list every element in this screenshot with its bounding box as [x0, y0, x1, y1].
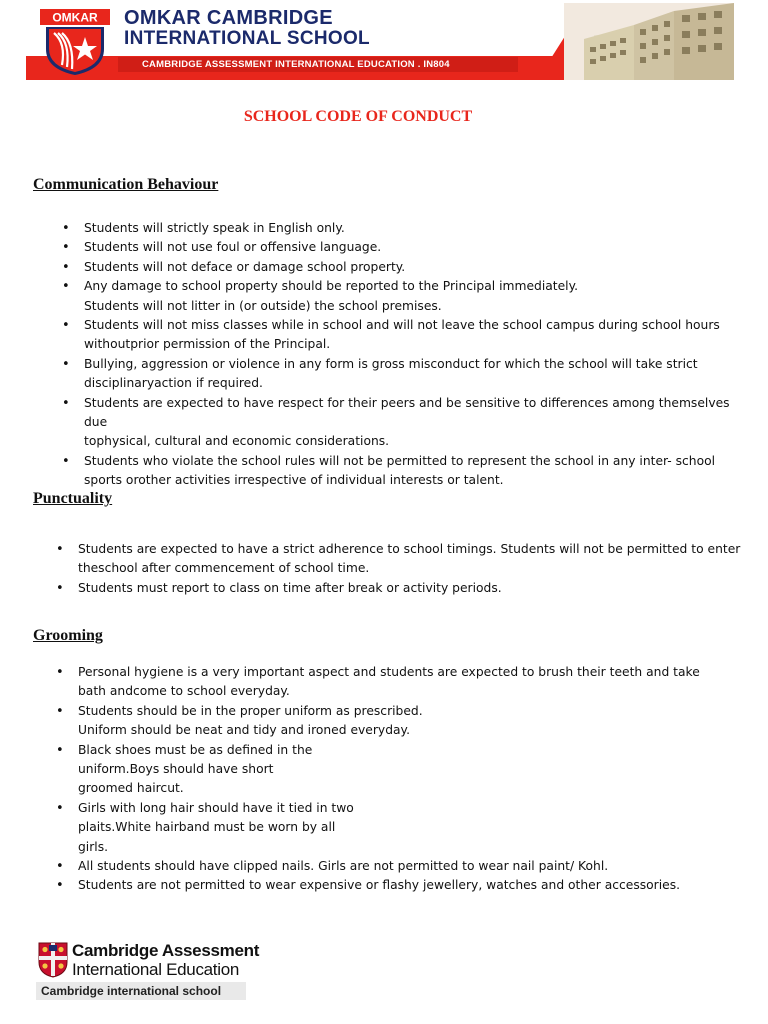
list-item: • Students who violate the school rules will not be permitted to represent the school in any inter- school sports orother activities irrespective of individual interests or talent.: [84, 452, 754, 491]
list-item: • Students are not permitted to wear expensive or flashy jewellery, watches and other accessories.: [78, 876, 754, 895]
list-item: • Students must report to class on time after break or activity periods.: [78, 579, 754, 598]
grooming-rules-list: [78, 663, 754, 896]
document-title: SCHOOL CODE OF CONDUCT: [243, 108, 473, 125]
section-heading-communication: Communication Behaviour: [33, 176, 219, 193]
list-item: • Girls with long hair should have it tied in two plaits.White hairband must be worn by all girls.: [78, 799, 754, 857]
list-item: • Students will strictly speak in English only.: [84, 219, 754, 238]
cambridge-footer-logo: [36, 940, 260, 1002]
affiliation-text: CAMBRIDGE ASSESSMENT INTERNATIONAL EDUCATION . IN804: [142, 59, 450, 70]
communication-rules-list: [84, 219, 754, 491]
list-item: • All students should have clipped nails. Girls are not permitted to wear nail paint/ Kohl.: [78, 857, 754, 876]
list-item: • Black shoes must be as defined in the uniform.Boys should have short groomed haircut.: [78, 741, 754, 799]
list-item: • Students will not use foul or offensive language.: [84, 238, 754, 257]
header-banner: [26, 3, 734, 80]
list-item: • Any damage to school property should be reported to the Principal immediately. Students will not litter in (or outside) the school premises.: [84, 277, 754, 316]
list-item: • Students will not miss classes while in school and will not leave the school campus during school hours withoutprior permission of the Principal.: [84, 316, 754, 355]
cambridge-brand-line2: International Education: [72, 960, 240, 979]
cambridge-brand-line1: Cambridge Assessment: [72, 941, 260, 960]
cambridge-shield-icon: [38, 942, 68, 978]
section-heading-punctuality: Punctuality: [33, 490, 113, 507]
list-item: • Students will not deface or damage school property.: [84, 258, 754, 277]
school-building-image: [564, 3, 734, 80]
logo-text: OMKAR: [52, 10, 98, 25]
punctuality-rules-list: [78, 540, 754, 598]
cambridge-tagline: Cambridge international school: [41, 984, 222, 998]
list-item: • Personal hygiene is a very important aspect and students are expected to brush their teeth and take bath andcome to school everyday.: [78, 663, 754, 702]
list-item: • Students are expected to have a strict adherence to school timings. Students will not be permitted to enter theschool after commencement of school time.: [78, 540, 754, 579]
list-item: • Students should be in the proper uniform as prescribed. Uniform should be neat and tidy and ironed everyday.: [78, 702, 754, 741]
school-name-line1: OMKAR CAMBRIDGE: [124, 7, 333, 29]
school-name-line2: INTERNATIONAL SCHOOL: [124, 28, 370, 49]
list-item: • Bullying, aggression or violence in any form is gross misconduct for which the school will take strict disciplinaryaction if required.: [84, 355, 754, 394]
section-heading-grooming: Grooming: [33, 627, 103, 644]
school-crest-icon: [40, 9, 110, 75]
list-item: • Students are expected to have respect for their peers and be sensitive to differences among themselves due tophysical, cultural and economic considerations.: [84, 394, 754, 452]
